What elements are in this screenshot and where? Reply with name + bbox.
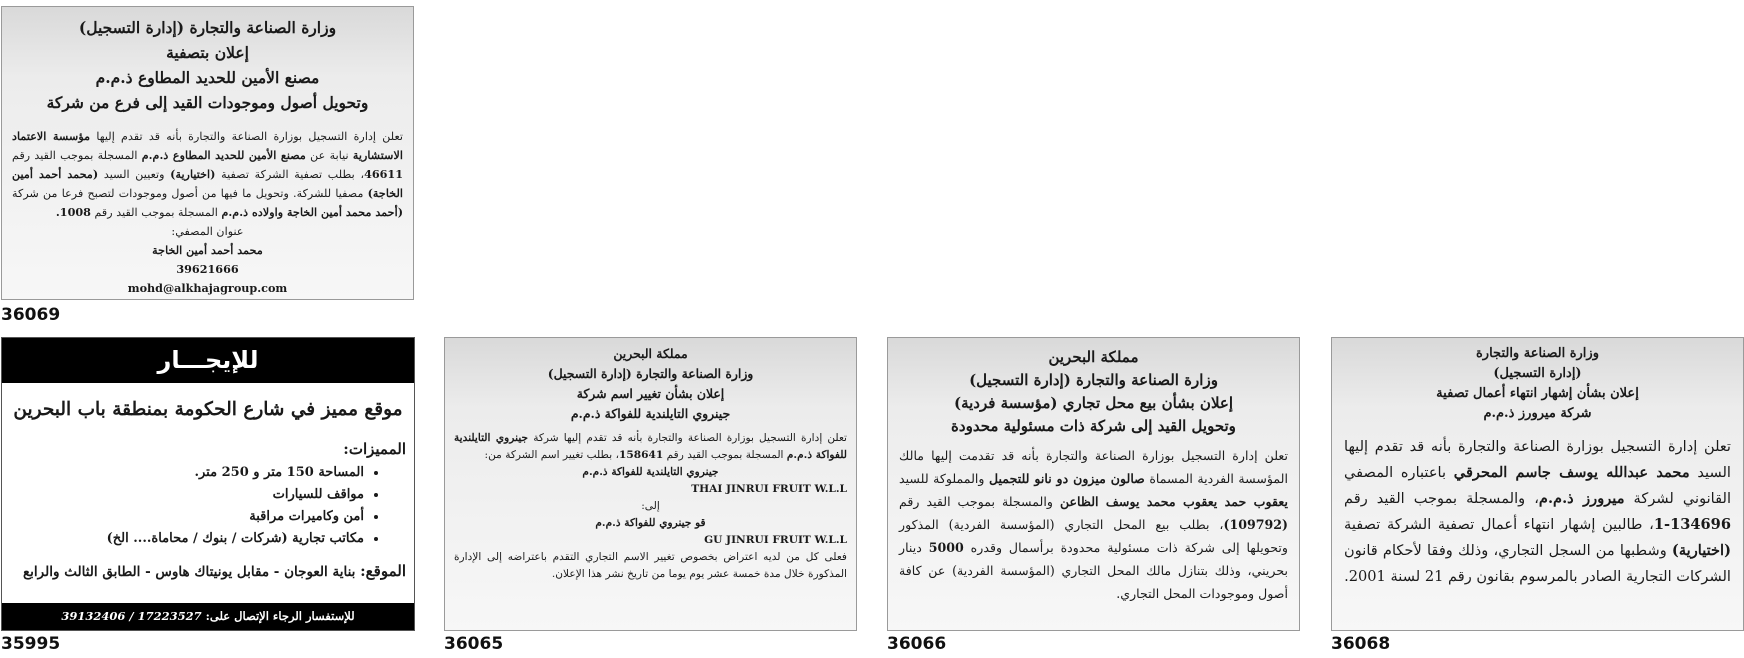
heading-line: جينروي التايلندية للفواكة ذ.م.م: [570, 406, 731, 421]
for-rent-advertisement: [1, 337, 415, 631]
heading-line: وزارة الصناعة والتجارة: [1476, 346, 1599, 361]
notice-body: تعلن إدارة التسجيل بوزارة الصناعة والتجارة بأنه قد تقدم إليها شركة جينروي التايلندية للفواكة ذ.م.م المسجلة بموجب القيد رقم 158641، بطلب تغيير اسم الشركة من:: [454, 432, 848, 461]
location-value: بناية العوجان - مقابل يونيتاك هاوس - الطابق الثالث والرابع: [22, 564, 361, 580]
objection-notice: فعلى كل من لديه اعتراض بخصوص تغيير الاسم التجاري التقدم باعتراضه إلى الإدارة المذكورة خلال مدة خمسة عشر يوم يوما من تاريخ نشر هذا الإعلان.: [454, 551, 847, 580]
location-label: الموقع:: [360, 562, 406, 580]
location-line: [2, 562, 414, 580]
heading-line: وتحويل القيد إلى شركة ذات مسئولية محدودة: [951, 417, 1236, 435]
ad-number: 35995: [1, 634, 61, 654]
heading-line: مصنع الأمين للحديد المطاوع ذ.م.م: [95, 68, 320, 87]
notice-heading: [1332, 338, 1743, 424]
ad-number: 36066: [887, 634, 947, 654]
to-label: إلى:: [641, 500, 660, 512]
heading-line: مملكة البحرين: [613, 346, 688, 361]
liquidator-phone: 39621666: [176, 262, 239, 276]
liquidation-notice-alameen: [1, 6, 414, 300]
features-list: [2, 462, 414, 550]
contact-bar: [2, 603, 414, 630]
for-rent-banner: للإيجـــار: [2, 338, 414, 383]
address-label: عنوان المصفي:: [171, 225, 244, 238]
notice-heading: [888, 338, 1299, 438]
list-item: • المساحة 150 متر و 250 متر.: [2, 462, 364, 484]
heading-line: شركة ميرورز ذ.م.م: [1483, 406, 1592, 421]
old-name-english: THAI JINRUI FRUIT W.L.L: [691, 483, 847, 495]
old-name-arabic: جينروي التايلندية للفواكة ذ.م.م: [582, 466, 719, 478]
liquidator-name: محمد أحمد أمين الخاجة: [152, 243, 263, 257]
list-item: • مواقف للسيارات: [2, 484, 364, 506]
list-item: • مكاتب تجارية (شركات / بنوك / محاماة.... الخ): [2, 528, 364, 550]
liquidator-address: [2, 222, 413, 298]
heading-line: مملكة البحرين: [1048, 348, 1139, 366]
heading-line: وتحويل أصول وموجودات القيد إلى فرع من شركة: [46, 93, 369, 112]
heading-line: وزارة الصناعة والتجارة (إدارة التسجيل): [78, 18, 337, 37]
business-sale-notice-salon: [887, 337, 1300, 631]
notice-body: تعلن إدارة التسجيل بوزارة الصناعة والتجارة بأنه قد تقدم إليها السيد محمد عبدالله يوسف جاسم المحرقي باعتباره المصفي القانوني لشركة ميرورز ذ.م.م، والمسجلة بموجب القيد رقم 134696-1، طالبين إشهار انتهاء أعمال تصفية الشركة تصفية (اختيارية) وشطبها من السجل التجاري، وذلك وفقا لأحكام قانون الشركات التجارية الصادر بالمرسوم بقانون رقم 21 لسنة 2001.: [1344, 438, 1732, 585]
name-change-notice-jinrui: [444, 337, 857, 631]
heading-line: إعلان بشأن تغيير اسم شركة: [576, 386, 725, 401]
notice-body: تعلن إدارة التسجيل بوزارة الصناعة والتجارة بأنه قد تقدم إليها مؤسسة الاعتماد الاستشارية نيابة عن مصنع الأمين للحديد المطاوع ذ.م.م المسجلة بموجب القيد رقم 46611، بطلب تصفية الشركة تصفية (اختيارية) وتعيين السيد (محمد أحمد أمين الخاجة) مصفيا للشركة. وتحويل ما فيها من أصول وموجودات لتصبح فرعا من شركة (أحمد محمد أمين الخاجة واولاده ذ.م.م المسجلة بموجب القيد رقم 1008.: [12, 129, 404, 219]
heading-line: إعلان بشأن بيع محل تجاري (مؤسسة فردية): [953, 394, 1234, 412]
new-name-english: GU JINRUI FRUIT W.L.L: [704, 534, 847, 546]
new-name-arabic: قو جينروي للفواكة ذ.م.م: [595, 517, 706, 529]
heading-line: إعلان بشأن إشهار انتهاء أعمال تصفية: [1436, 386, 1639, 401]
heading-line: وزارة الصناعة والتجارة (إدارة التسجيل): [969, 371, 1218, 389]
heading-line: وزارة الصناعة والتجارة (إدارة التسجيل): [547, 366, 754, 381]
liquidator-email: mohd@alkhajagroup.com: [127, 281, 288, 295]
list-item: • أمن وكاميرات مراقبة: [2, 506, 364, 528]
ad-number: 36068: [1331, 634, 1391, 654]
ad-number: 36069: [1, 305, 61, 325]
heading-line: (إدارة التسجيل): [1493, 366, 1582, 381]
ad-number: 36065: [444, 634, 504, 654]
liquidation-completion-notice-mirrors: [1331, 337, 1744, 631]
notice-heading: [445, 338, 856, 424]
contact-label: للإستفسار الرجاء الإتصال على:: [201, 609, 355, 623]
notice-heading: [2, 7, 413, 115]
rent-ad-title: موقع مميز في شارع الحكومة بمنطقة باب البحرين: [13, 399, 403, 420]
heading-line: إعلان بتصفية: [166, 43, 249, 62]
notice-body: تعلن إدارة التسجيل بوزارة الصناعة والتجارة بأنه قد تقدمت إليها مالك المؤسسة الفردية المسماة صالون ميزون دو نانو للتجميل والمملوكة للسيد يعقوب حمد يعقوب محمد يوسف الظاعن والمسجلة بموجب القيد رقم (109792)، بطلب بيع المحل التجاري (المؤسسة الفردية) المذكور وتحويلها إلى شركة ذات مسئولية محدودة برأسمال وقدره 5000 دينار بحريني، وذلك بتنازل مالك المحل التجاري (المؤسسة الفردية) عن كافة أصول وموجودات المحل التجاري.: [899, 448, 1288, 601]
features-label: المميزات:: [343, 440, 406, 458]
contact-numbers: 39132406 / 17223527: [61, 609, 202, 623]
